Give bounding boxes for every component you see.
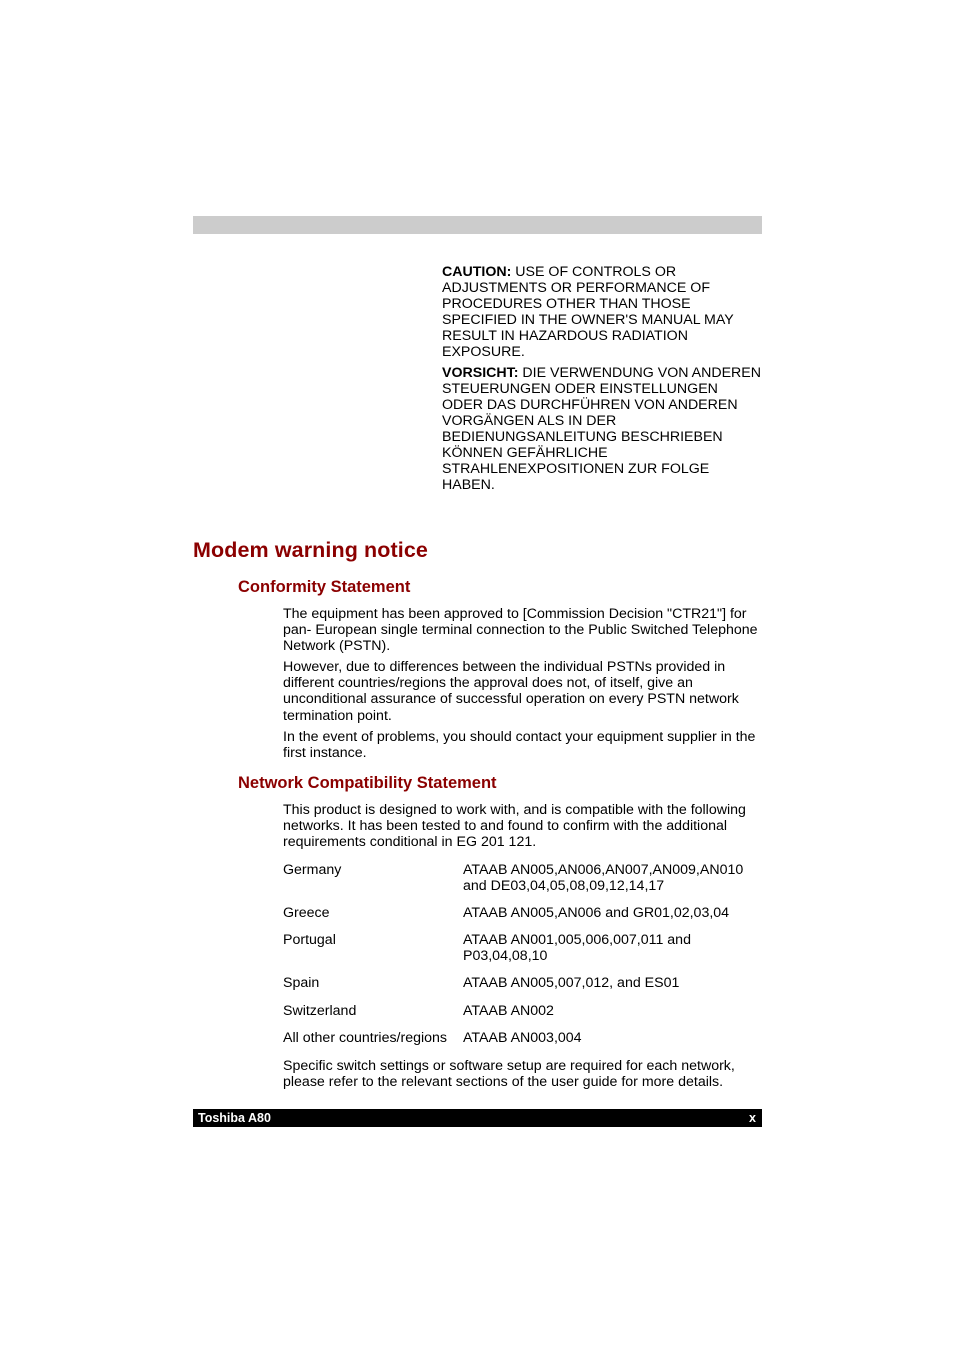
table-row [283, 1003, 762, 1019]
network-title: Network Compatibility Statement [238, 774, 497, 792]
footer-bar [193, 1109, 762, 1127]
country-cell: Switzerland [283, 1002, 357, 1019]
standards-cell: ATAAB AN003,004 [463, 1029, 582, 1046]
network-closing: Specific switch settings or software setup are required for each network, please refer to the relevant sections of the user guide for more details. [283, 1058, 735, 1091]
network-table [283, 862, 762, 1057]
standards-cell: ATAAB AN005,007,012, and ES01 [463, 975, 680, 992]
standards-cell: ATAAB AN005,AN006,AN007,AN009,AN010 and DE03,04,05,08,09,12,14,17 [463, 862, 744, 895]
table-row [283, 975, 762, 991]
conformity-title: Conformity Statement [238, 578, 411, 596]
country-cell: Germany [283, 862, 342, 878]
table-row [283, 932, 762, 964]
table-row [283, 862, 762, 894]
conformity-paragraph: In the event of problems, you should contact your equipment supplier in the first instance. [283, 728, 756, 761]
vorsicht-text: DIE VERWENDUNG VON ANDEREN STEUERUNGEN ODER EINSTELLUNGEN ODER DAS DURCHFÜHREN VON ANDEREN VORGÄNGEN ALS IN DER BEDIENUNGSANLEITUNG BESCHRIEBEN KÖNNEN GEFÄHRLICHE STRAHLENEXPOSITIONEN ZUR FOLGE HABEN. [442, 364, 762, 494]
country-cell: Portugal [283, 932, 336, 949]
vorsicht-label: VORSICHT: [442, 364, 519, 381]
table-row [283, 905, 762, 921]
country-cell: All other countries/regions [283, 1029, 448, 1046]
conformity-paragraph: However, due to differences between the individual PSTNs provided in different countries/regions the approval does not, of itself, give an unconditional assurance of successful operation on every PSTN network termination point. [283, 659, 739, 724]
table-row [283, 1030, 762, 1046]
caution-label: CAUTION: [442, 264, 512, 280]
section-title: Modem warning notice [193, 538, 428, 562]
network-intro-block [283, 802, 762, 855]
page-number: x [749, 1111, 756, 1125]
vorsicht-paragraph [442, 365, 762, 494]
caution-block [442, 264, 762, 497]
network-intro: This product is designed to work with, and is compatible with the following networks. It has been tested to and found to confirm with the additional requirements conditional in EG 201 121. [283, 802, 746, 851]
standards-cell: ATAAB AN005,AN006 and GR01,02,03,04 [463, 905, 730, 922]
header-bar [193, 216, 762, 234]
country-cell: Spain [283, 975, 320, 992]
standards-cell: ATAAB AN001,005,006,007,011 and P03,04,08,10 [463, 932, 691, 965]
caution-text: USE OF CONTROLS OR ADJUSTMENTS OR PERFORMANCE OF PROCEDURES OTHER THAN THOSE SPECIFIED IN THE OWNER'S MANUAL MAY RESULT IN HAZARDOUS RADIATION EXPOSURE. [442, 264, 734, 361]
conformity-paragraph: The equipment has been approved to [Commission Decision "CTR21"] for pan- European single terminal connection to the Public Switched Telephone Network (PSTN). [283, 606, 758, 655]
country-cell: Greece [283, 905, 330, 922]
footer-title: Toshiba A80 [198, 1111, 271, 1125]
caution-paragraph [442, 264, 762, 361]
conformity-body [283, 606, 762, 766]
standards-cell: ATAAB AN002 [463, 1002, 554, 1019]
